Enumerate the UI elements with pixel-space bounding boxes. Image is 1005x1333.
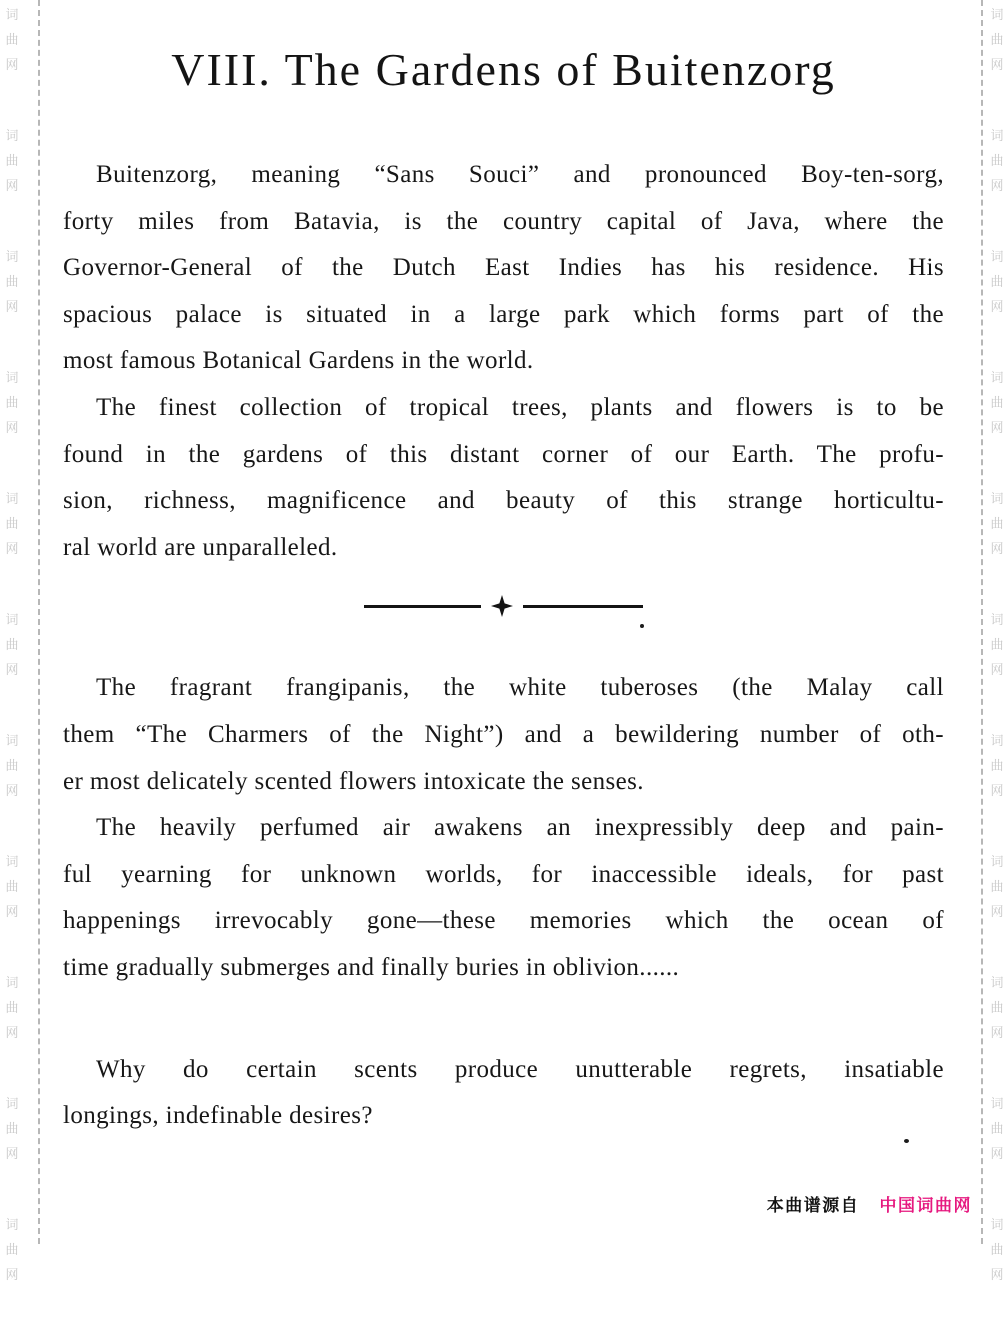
- cross-ornament-icon: [490, 594, 514, 618]
- watermark-character: 网: [5, 420, 19, 435]
- watermark-character: 词: [990, 128, 1004, 143]
- watermark-character: 曲: [990, 32, 1004, 47]
- watermark-character: 词: [990, 491, 1004, 506]
- watermark-character: 词: [990, 1096, 1004, 1111]
- watermark-character: 曲: [5, 153, 19, 168]
- watermark-character: 词: [5, 491, 19, 506]
- right-watermark-column: [988, 2, 1005, 1333]
- paragraph: [63, 1047, 944, 1140]
- watermark-character: 曲: [990, 1121, 1004, 1136]
- watermark-character: 网: [5, 178, 19, 193]
- divider-rule-left: [364, 605, 481, 608]
- watermark-character: 网: [5, 1146, 19, 1161]
- watermark-character: 词: [990, 370, 1004, 385]
- source-credit: [761, 1191, 972, 1216]
- watermark-character: 网: [5, 783, 19, 798]
- watermark-character: 网: [990, 420, 1004, 435]
- watermark-character: 曲: [5, 32, 19, 47]
- watermark-character: 网: [990, 57, 1004, 72]
- watermark-character: 网: [5, 1267, 19, 1282]
- watermark-character: 曲: [990, 395, 1004, 410]
- watermark-character: 词: [990, 733, 1004, 748]
- text-line: most famous Botanical Gardens in the world.: [63, 347, 534, 375]
- watermark-character: 词: [990, 975, 1004, 990]
- watermark-character: 网: [990, 178, 1004, 193]
- watermark-character: 曲: [990, 758, 1004, 773]
- divider-rule-right: [523, 605, 643, 608]
- watermark-character: 网: [990, 783, 1004, 798]
- watermark-character: 词: [5, 7, 19, 22]
- text-line: longings, indefinable desires?: [63, 1102, 373, 1130]
- watermark-character: 词: [5, 854, 19, 869]
- text-line: er most delicately scented flowers intoxicate the senses.: [63, 767, 644, 795]
- text-line: happenings irrevocably gone—these memories which the ocean of: [63, 907, 944, 935]
- text-line: The heavily perfumed air awakens an inexpressibly deep and pain-: [96, 814, 944, 842]
- text-line: found in the gardens of this distant corner of our Earth. The profu-: [63, 440, 944, 468]
- watermark-character: 网: [990, 1146, 1004, 1161]
- watermark-character: 网: [5, 541, 19, 556]
- section-divider: [63, 593, 944, 619]
- ink-speck: [640, 624, 644, 628]
- watermark-character: 曲: [990, 274, 1004, 289]
- source-site-name: 中国词曲网: [879, 1196, 972, 1215]
- watermark-character: 网: [5, 1025, 19, 1040]
- paragraph: [63, 385, 944, 571]
- watermark-character: 词: [990, 1217, 1004, 1232]
- text-line: spacious palace is situated in a large park which forms part of the: [63, 300, 944, 328]
- left-watermark-column: [3, 2, 21, 1333]
- watermark-character: 网: [5, 299, 19, 314]
- watermark-character: 曲: [5, 1000, 19, 1015]
- watermark-character: 词: [5, 612, 19, 627]
- watermark-character: 曲: [990, 516, 1004, 531]
- watermark-character: 词: [5, 733, 19, 748]
- watermark-character: 曲: [5, 879, 19, 894]
- page-title: VIII. The Gardens of Buitenzorg: [171, 44, 836, 95]
- watermark-character: 曲: [5, 274, 19, 289]
- page-content: [39, 0, 981, 1244]
- watermark-character: 网: [5, 904, 19, 919]
- source-credit-label: 本曲谱源自: [766, 1196, 860, 1215]
- text-line: The fragrant frangipanis, the white tuberoses (the Malay call: [96, 674, 944, 702]
- watermark-character: 曲: [5, 637, 19, 652]
- watermark-character: 词: [5, 1096, 19, 1111]
- watermark-character: 词: [5, 1217, 19, 1232]
- watermark-character: 词: [5, 975, 19, 990]
- watermark-character: 曲: [5, 758, 19, 773]
- watermark-character: 词: [990, 7, 1004, 22]
- text-line: ral world are unparalleled.: [63, 533, 338, 561]
- watermark-character: 词: [990, 854, 1004, 869]
- text-line: them “The Charmers of the Night”) and a bewildering number of oth-: [63, 720, 944, 748]
- watermark-character: 曲: [990, 1242, 1004, 1257]
- paragraph: [63, 805, 944, 991]
- paragraph: [63, 665, 944, 805]
- watermark-character: 词: [5, 370, 19, 385]
- watermark-character: 网: [990, 662, 1004, 677]
- watermark-character: 网: [990, 541, 1004, 556]
- watermark-character: 曲: [990, 153, 1004, 168]
- watermark-character: 曲: [990, 879, 1004, 894]
- text-line: time gradually submerges and finally buries in oblivion......: [63, 953, 680, 981]
- watermark-character: 词: [5, 128, 19, 143]
- watermark-character: 词: [990, 612, 1004, 627]
- watermark-character: 网: [990, 299, 1004, 314]
- text-line: Why do certain scents produce unutterable regrets, insatiable: [96, 1055, 944, 1083]
- watermark-character: 网: [990, 904, 1004, 919]
- text-line: Buitenzorg, meaning “Sans Souci” and pronounced Boy-ten-sorg,: [96, 161, 944, 188]
- watermark-character: 曲: [5, 395, 19, 410]
- paragraph: [63, 152, 944, 385]
- watermark-character: 曲: [5, 516, 19, 531]
- text-line: Governor-General of the Dutch East Indies has his residence. His: [63, 254, 944, 282]
- watermark-character: 曲: [990, 1000, 1004, 1015]
- watermark-character: 词: [5, 249, 19, 264]
- watermark-character: 网: [990, 1267, 1004, 1282]
- watermark-character: 网: [990, 1025, 1004, 1040]
- watermark-character: 曲: [990, 637, 1004, 652]
- text-line: forty miles from Batavia, is the country capital of Java, where the: [63, 207, 944, 235]
- watermark-character: 词: [990, 249, 1004, 264]
- text-line: sion, richness, magnificence and beauty of this strange horticultu-: [63, 487, 944, 515]
- watermark-character: 曲: [5, 1121, 19, 1136]
- watermark-character: 曲: [5, 1242, 19, 1257]
- watermark-character: 网: [5, 57, 19, 72]
- ink-speck: [904, 1139, 909, 1143]
- right-dashed-border: [981, 0, 983, 1244]
- watermark-character: 网: [5, 662, 19, 677]
- text-line: The finest collection of tropical trees, plants and flowers is to be: [96, 393, 944, 421]
- text-line: ful yearning for unknown worlds, for inaccessible ideals, for past: [63, 860, 944, 888]
